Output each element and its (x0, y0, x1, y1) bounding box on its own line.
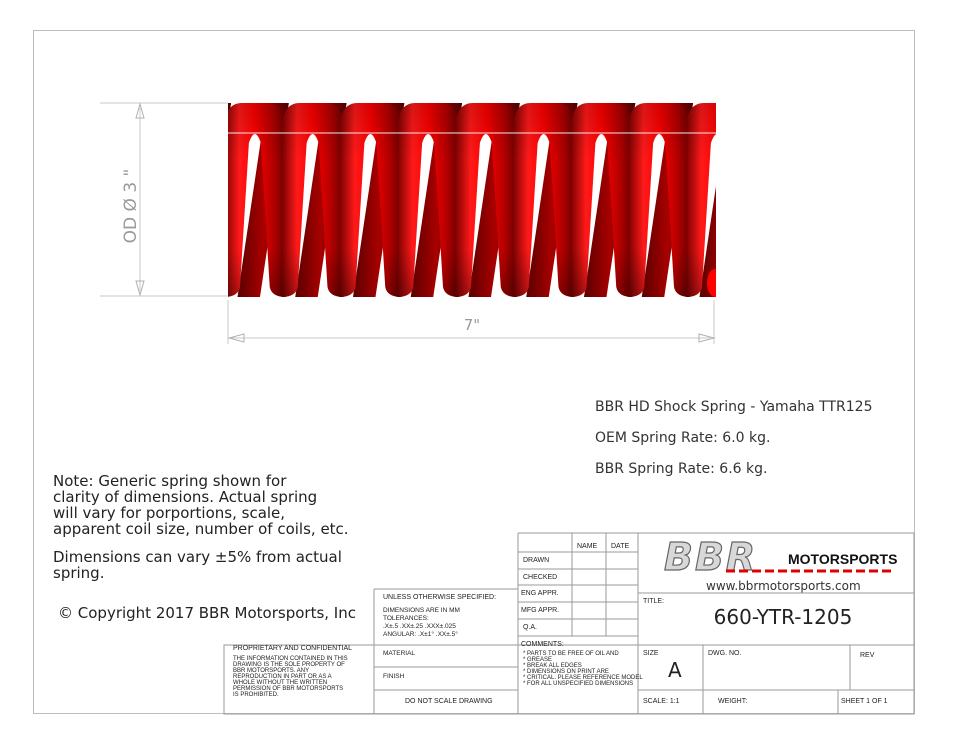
row-mfg-appr: MFG APPR. (521, 607, 560, 614)
length-dimension-label: 7" (463, 316, 481, 334)
spec-oem-rate: OEM Spring Rate: 6.0 kg. (595, 430, 771, 446)
proprietary-body-line: DRAWING IS THE SOLE PROPERTY OF (233, 662, 345, 668)
row-checked: CHECKED (523, 574, 558, 581)
material-label: MATERIAL (383, 650, 416, 657)
do-not-scale-label: DO NOT SCALE DRAWING (405, 698, 493, 705)
row-drawn: DRAWN (523, 557, 550, 564)
unless-label: UNLESS OTHERWISE SPECIFIED: (383, 594, 497, 601)
spec-bbr-rate: BBR Spring Rate: 6.6 kg. (595, 461, 768, 477)
row-qa: Q.A. (523, 624, 538, 631)
comments-label: COMMENTS: (521, 641, 564, 648)
note-line: apparent coil size, number of coils, etc. (53, 520, 349, 538)
bbr-logo-text: BBR (664, 535, 758, 579)
tolerances-linear: .X±.5 .XX±.25 .XXX±.025 (383, 623, 456, 630)
spec-title: BBR HD Shock Spring - Yamaha TTR125 (595, 399, 873, 415)
comments-body-line: * GREASE (523, 657, 553, 663)
comments-body-line: * BREAK ALL EDGES (523, 663, 582, 669)
od-dimension-label: OD Ø 3 " (121, 168, 141, 244)
spring-coil-back (180, 103, 231, 297)
brand-motorsports: MOTORSPORTS (788, 551, 898, 567)
comments-body-line: * PARTS TO BE FREE OF OIL AND (523, 651, 619, 657)
col-name: NAME (577, 543, 598, 550)
comments-body (523, 651, 643, 687)
proprietary-body-line: THE INFORMATION CONTAINED IN THIS (233, 656, 348, 662)
note-block (53, 473, 373, 581)
tolerances-angular: ANGULAR: .X±1° .XX±.5° (383, 631, 458, 638)
title-label: TITLE: (643, 598, 665, 605)
note-line: spring. (53, 564, 105, 582)
note-line: Note: Generic spring shown for (53, 472, 287, 490)
dwg-no-label: DWG. NO. (708, 650, 742, 657)
tolerances-label: TOLERANCES: (383, 615, 429, 622)
spring-coil-shade (686, 103, 748, 297)
scale-label: SCALE: 1:1 (643, 698, 680, 705)
part-number: 660-YTR-1205 (713, 605, 853, 629)
dims-mm-label: DIMENSIONS ARE IN MM (383, 607, 460, 614)
weight-label: WEIGHT: (718, 698, 748, 705)
col-date: DATE (611, 543, 630, 550)
proprietary-body-line: REPRODUCTION IN PART OR AS A (233, 674, 332, 680)
proprietary-heading: PROPRIETARY AND CONFIDENTIAL (233, 645, 353, 652)
proprietary-body-line: PERMISSION OF BBR MOTORSPORTS (233, 686, 344, 692)
note-line: Dimensions can vary ±5% from actual (53, 548, 342, 566)
note-line: will vary for porportions, scale, (53, 504, 286, 522)
proprietary-body-line: BBR MOTORSPORTS. ANY (233, 668, 310, 674)
size-value: A (668, 658, 682, 682)
row-eng-appr: ENG APPR. (521, 590, 559, 597)
note-line: clarity of dimensions. Actual spring (53, 488, 318, 506)
rev-label: REV (860, 652, 875, 659)
proprietary-body-line: IS PROHIBITED. (233, 692, 279, 698)
brand-url: www.bbrmotorsports.com (706, 579, 861, 593)
size-label: SIZE (643, 650, 659, 657)
comments-body-line: * CRITICAL. PLEASE REFERENCE MODEL (523, 675, 643, 681)
comments-body-line: * FOR ALL UNSPECIFIED DIMENSIONS (523, 681, 634, 687)
sheet-label: SHEET 1 OF 1 (841, 698, 888, 705)
spring-end-cap (707, 269, 723, 297)
proprietary-body (233, 656, 348, 698)
copyright: © Copyright 2017 BBR Motorsports, Inc (58, 604, 356, 622)
finish-label: FINISH (383, 673, 405, 680)
spring-illustration (180, 103, 751, 297)
proprietary-body-line: WHOLE WITHOUT THE WRITTEN (233, 680, 328, 686)
comments-body-line: * DIMENSIONS ON PRINT ARE (523, 669, 609, 675)
